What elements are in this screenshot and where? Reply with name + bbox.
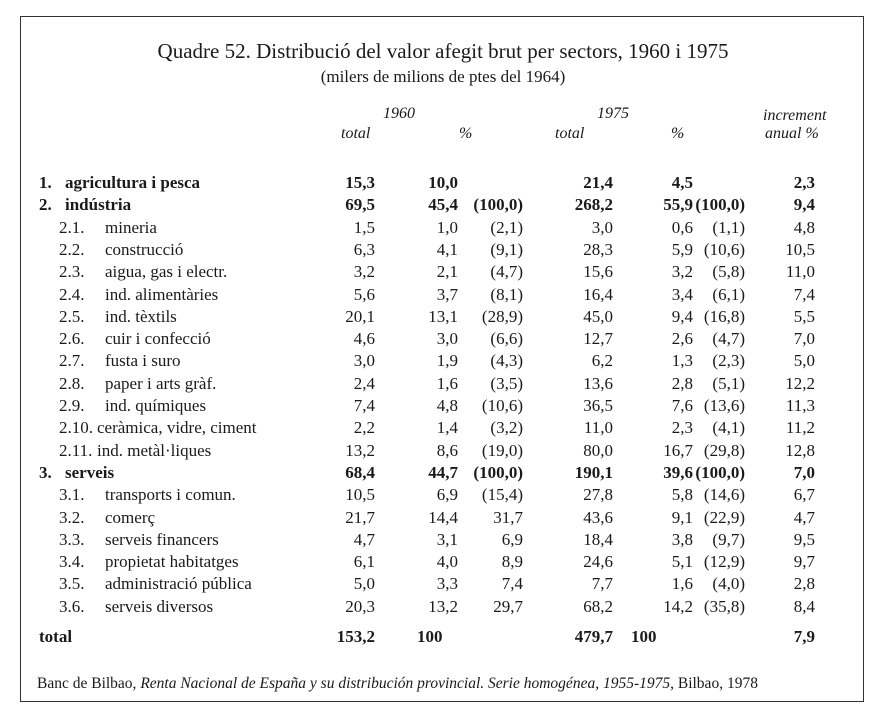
row-number: 2.11. xyxy=(59,440,93,460)
value-1960-pct: 4,1 xyxy=(436,239,458,259)
row-number: 3.6. xyxy=(59,596,85,616)
table-title: Quadre 52. Distribució del valor afegit brut per sectors, 1960 i 1975 xyxy=(157,39,729,63)
table-row xyxy=(21,240,865,262)
value-1960-total: 5,6 xyxy=(353,284,375,304)
row-label: paper i arts gràf. xyxy=(105,373,217,393)
table-row xyxy=(21,530,865,552)
table-row xyxy=(21,351,865,373)
value-1960-subpct: (9,1) xyxy=(490,239,523,259)
value-1975-pct: 7,6 xyxy=(671,396,693,415)
row-number: 3.1. xyxy=(59,485,85,505)
row-label: indústria xyxy=(65,195,132,215)
value-1960-subpct: (19,0) xyxy=(481,440,523,460)
value-increment: 8,4 xyxy=(793,596,815,616)
value-1960-pct: 1,0 xyxy=(436,217,458,237)
value-1975-pct: 9,4 xyxy=(671,306,693,326)
value-increment: 9,4 xyxy=(793,195,815,215)
value-increment: 9,5 xyxy=(793,529,815,549)
value-1975-total: 190,1 xyxy=(574,462,613,482)
value-1975-subpct: (9,7) xyxy=(712,529,745,549)
value-1960-total: 2,2 xyxy=(353,418,375,438)
source-suffix: , Bilbao, 1978 xyxy=(670,675,758,692)
value-1975-pct: 14,2 xyxy=(663,596,693,616)
row-number: 2.9. xyxy=(59,396,85,415)
table-row xyxy=(21,574,865,596)
table-row xyxy=(21,307,865,329)
value-1975-pct: 55,9 xyxy=(663,195,693,215)
row-number: 2.2. xyxy=(59,239,85,259)
value-1975-pct: 3,2 xyxy=(671,262,693,282)
value-1975-pct: 5,9 xyxy=(671,239,693,259)
table-row xyxy=(21,463,865,485)
value-1975-total: 43,6 xyxy=(583,507,613,527)
total-label: total xyxy=(39,627,73,646)
value-1975-pct: 16,7 xyxy=(663,440,693,460)
value-1960-pct: 4,0 xyxy=(436,552,458,572)
value-increment: 7,0 xyxy=(793,329,815,349)
table-row xyxy=(21,374,865,396)
value-1960-subpct: (100,0) xyxy=(473,462,523,482)
value-1975-pct: 4,5 xyxy=(671,173,693,192)
row-number: 3.2. xyxy=(59,507,85,527)
value-1960-total: 15,3 xyxy=(345,173,375,192)
value-1960-pct: 3,3 xyxy=(436,574,458,594)
value-1960-subpct: 6,9 xyxy=(501,529,523,549)
value-1960-subpct: (10,6) xyxy=(481,396,523,415)
value-1960-subpct: (3,5) xyxy=(490,373,523,393)
value-1960-pct: 44,7 xyxy=(428,462,458,482)
value-1975-pct: 2,8 xyxy=(671,373,693,393)
value-increment: 4,7 xyxy=(793,507,815,527)
value-1960-total: 1,5 xyxy=(353,217,375,237)
value-increment: 12,8 xyxy=(785,440,815,460)
value-1960-pct: 3,0 xyxy=(436,329,458,349)
row-number: 2.3. xyxy=(59,262,85,282)
value-1975-subpct: (2,3) xyxy=(712,351,745,371)
value-1975-pct: 1,6 xyxy=(671,574,693,594)
row-number: 2. xyxy=(39,195,52,215)
value-increment: 5,0 xyxy=(793,351,815,371)
row-label: aigua, gas i electr. xyxy=(105,262,228,282)
value-1960-subpct: (6,6) xyxy=(490,329,523,349)
value-increment: 2,3 xyxy=(793,173,815,192)
value-1960-pct: 10,0 xyxy=(428,173,458,192)
value-1975-subpct: (5,1) xyxy=(712,373,745,393)
total-pct-1975: 100 xyxy=(631,627,657,646)
value-1975-subpct: (4,0) xyxy=(712,574,745,594)
value-1975-subpct: (1,1) xyxy=(712,217,745,237)
value-1975-total: 45,0 xyxy=(583,306,613,326)
value-1960-total: 2,4 xyxy=(353,373,375,393)
value-1960-subpct: 7,4 xyxy=(501,574,523,594)
value-1975-subpct: (16,8) xyxy=(703,306,745,326)
table-subtitle: (milers de milions de ptes del 1964) xyxy=(320,67,566,86)
row-label: ind. metàl·liques xyxy=(97,440,212,460)
value-1960-pct: 3,7 xyxy=(436,284,458,304)
value-1960-total: 6,1 xyxy=(353,552,375,572)
row-number: 2.1. xyxy=(59,217,85,237)
row-label: ind. químiques xyxy=(105,396,207,415)
header-pct-1975: % xyxy=(671,125,685,142)
value-1975-subpct: (13,6) xyxy=(703,396,745,415)
value-1960-total: 4,7 xyxy=(353,529,375,549)
value-1960-total: 3,2 xyxy=(353,262,375,282)
table-row xyxy=(21,329,865,351)
row-number: 2.10. xyxy=(59,418,93,438)
value-1960-pct: 3,1 xyxy=(436,529,458,549)
source-note xyxy=(37,675,758,693)
value-1960-pct: 14,4 xyxy=(428,507,458,527)
value-increment: 2,8 xyxy=(793,574,815,594)
source-prefix: Banc de Bilbao, xyxy=(37,675,137,692)
row-label: construcció xyxy=(105,239,184,259)
value-1975-total: 68,2 xyxy=(583,596,613,616)
value-1975-total: 21,4 xyxy=(583,173,613,192)
value-1975-total: 15,6 xyxy=(583,262,613,282)
table-frame xyxy=(20,16,864,702)
value-1960-subpct: (8,1) xyxy=(490,284,523,304)
value-1960-total: 4,6 xyxy=(353,329,375,349)
value-1975-pct: 2,6 xyxy=(671,329,693,349)
header-total-1960: total xyxy=(341,125,371,142)
total-pct-1960: 100 xyxy=(417,627,443,646)
value-1975-total: 24,6 xyxy=(583,552,613,572)
header-total-1975: total xyxy=(555,125,585,142)
value-1975-subpct: (100,0) xyxy=(695,462,745,482)
value-1960-total: 5,0 xyxy=(353,574,375,594)
value-increment: 7,4 xyxy=(793,284,815,304)
value-1975-total: 13,6 xyxy=(583,373,613,393)
header-increment: increment xyxy=(763,107,827,124)
value-1960-total: 7,4 xyxy=(353,396,375,415)
value-1960-subpct: (28,9) xyxy=(481,306,523,326)
row-label: ind. tèxtils xyxy=(105,306,177,326)
value-1975-subpct: (4,7) xyxy=(712,329,745,349)
table-row xyxy=(21,218,865,240)
value-1960-subpct: (3,2) xyxy=(490,418,523,438)
table-row xyxy=(21,173,865,195)
row-number: 2.5. xyxy=(59,306,85,326)
row-label: agricultura i pesca xyxy=(65,173,201,192)
value-1975-total: 6,2 xyxy=(591,351,613,371)
value-1960-pct: 1,9 xyxy=(436,351,458,371)
table-row xyxy=(21,597,865,619)
table-row xyxy=(21,396,865,418)
value-1960-subpct: 8,9 xyxy=(501,552,523,572)
value-1975-total: 27,8 xyxy=(583,485,613,505)
value-1960-total: 6,3 xyxy=(353,239,375,259)
header-year-1975: 1975 xyxy=(597,105,629,122)
row-label: administració pública xyxy=(105,574,252,594)
value-1975-subpct: (4,1) xyxy=(712,418,745,438)
value-1975-subpct: (14,6) xyxy=(703,485,745,505)
value-1960-subpct: (100,0) xyxy=(473,195,523,215)
value-increment: 7,0 xyxy=(793,462,815,482)
value-increment: 9,7 xyxy=(793,552,815,572)
value-1975-pct: 1,3 xyxy=(671,351,693,371)
value-1960-pct: 4,8 xyxy=(436,396,458,415)
value-1960-subpct: (4,7) xyxy=(490,262,523,282)
table-row xyxy=(21,441,865,463)
row-number: 3. xyxy=(39,462,52,482)
value-increment: 5,5 xyxy=(793,306,815,326)
value-1960-subpct: 29,7 xyxy=(493,596,523,616)
value-1975-total: 16,4 xyxy=(583,284,613,304)
value-1960-pct: 13,2 xyxy=(428,596,458,616)
row-label: transports i comun. xyxy=(105,485,236,505)
row-number: 3.3. xyxy=(59,529,85,549)
value-1975-total: 3,0 xyxy=(591,217,613,237)
row-label: ceràmica, vidre, ciment xyxy=(97,418,257,438)
row-number: 2.8. xyxy=(59,373,85,393)
value-1975-pct: 2,3 xyxy=(671,418,693,438)
total-1960: 153,2 xyxy=(336,627,375,646)
value-increment: 11,0 xyxy=(785,262,815,282)
value-1975-subpct: (100,0) xyxy=(695,195,745,215)
value-1960-total: 10,5 xyxy=(345,485,375,505)
row-label: serveis xyxy=(65,462,115,482)
table-row xyxy=(21,508,865,530)
value-1960-pct: 13,1 xyxy=(428,306,458,326)
value-increment: 10,5 xyxy=(785,239,815,259)
value-1975-pct: 9,1 xyxy=(671,507,693,527)
value-1975-total: 268,2 xyxy=(574,195,613,215)
table-row xyxy=(21,285,865,307)
total-1975: 479,7 xyxy=(574,627,613,646)
value-1960-pct: 2,1 xyxy=(436,262,458,282)
row-label: mineria xyxy=(105,217,157,237)
value-1960-pct: 8,6 xyxy=(436,440,458,460)
value-1975-subpct: (6,1) xyxy=(712,284,745,304)
value-1975-total: 80,0 xyxy=(583,440,613,460)
value-1960-subpct: (4,3) xyxy=(490,351,523,371)
value-1960-pct: 45,4 xyxy=(428,195,458,215)
value-1975-pct: 39,6 xyxy=(663,462,693,482)
table-row xyxy=(21,552,865,574)
value-1960-pct: 1,4 xyxy=(436,418,458,438)
value-1975-total: 11,0 xyxy=(583,418,613,438)
table-row xyxy=(21,195,865,217)
value-1960-subpct: 31,7 xyxy=(493,507,523,527)
value-1975-subpct: (35,8) xyxy=(703,596,745,616)
row-label: comerç xyxy=(105,507,156,527)
value-1975-pct: 3,4 xyxy=(671,284,693,304)
value-1975-total: 7,7 xyxy=(591,574,613,594)
table-row xyxy=(21,262,865,284)
value-1975-total: 12,7 xyxy=(583,329,613,349)
value-increment: 6,7 xyxy=(793,485,815,505)
value-1975-subpct: (22,9) xyxy=(703,507,745,527)
value-1960-subpct: (2,1) xyxy=(490,217,523,237)
total-increment: 7,9 xyxy=(793,627,815,646)
row-number: 2.6. xyxy=(59,329,85,349)
value-1960-total: 69,5 xyxy=(345,195,375,215)
value-increment: 11,2 xyxy=(785,418,815,438)
total-row xyxy=(21,627,865,649)
row-label: serveis financers xyxy=(105,529,219,549)
value-1975-pct: 0,6 xyxy=(671,217,693,237)
value-1960-pct: 6,9 xyxy=(436,485,458,505)
value-1975-total: 18,4 xyxy=(583,529,613,549)
row-number: 3.4. xyxy=(59,552,85,572)
row-label: ind. alimentàries xyxy=(105,284,219,304)
header-pct-1960: % xyxy=(459,125,473,142)
value-increment: 12,2 xyxy=(785,373,815,393)
value-1975-pct: 5,8 xyxy=(671,485,693,505)
value-1975-pct: 5,1 xyxy=(671,552,693,572)
row-number: 2.4. xyxy=(59,284,85,304)
value-1975-total: 28,3 xyxy=(583,239,613,259)
table-row xyxy=(21,418,865,440)
header-year-1960: 1960 xyxy=(383,105,415,122)
value-1960-total: 20,3 xyxy=(345,596,375,616)
value-1975-subpct: (5,8) xyxy=(712,262,745,282)
table-row xyxy=(21,485,865,507)
value-increment: 4,8 xyxy=(793,217,815,237)
value-1960-total: 3,0 xyxy=(353,351,375,371)
source-title: Renta Nacional de España y su distribución provincial. Serie homogénea, 1955-1975 xyxy=(140,675,671,692)
value-1975-total: 36,5 xyxy=(583,396,613,415)
row-label: fusta i suro xyxy=(105,351,181,371)
value-1975-subpct: (12,9) xyxy=(703,552,745,572)
row-number: 1. xyxy=(39,173,52,192)
value-1960-pct: 1,6 xyxy=(436,373,458,393)
value-1960-total: 13,2 xyxy=(345,440,375,460)
header-anual: anual % xyxy=(765,125,819,142)
value-1975-subpct: (29,8) xyxy=(703,440,745,460)
row-label: serveis diversos xyxy=(105,596,214,616)
value-increment: 11,3 xyxy=(785,396,815,415)
value-1975-subpct: (10,6) xyxy=(703,239,745,259)
row-number: 3.5. xyxy=(59,574,85,594)
value-1960-subpct: (15,4) xyxy=(481,485,523,505)
value-1960-total: 20,1 xyxy=(345,306,375,326)
row-label: cuir i confecció xyxy=(105,329,211,349)
value-1960-total: 21,7 xyxy=(345,507,375,527)
value-1960-total: 68,4 xyxy=(345,462,375,482)
row-number: 2.7. xyxy=(59,351,85,371)
value-1975-pct: 3,8 xyxy=(671,529,693,549)
row-label: propietat habitatges xyxy=(105,552,239,572)
